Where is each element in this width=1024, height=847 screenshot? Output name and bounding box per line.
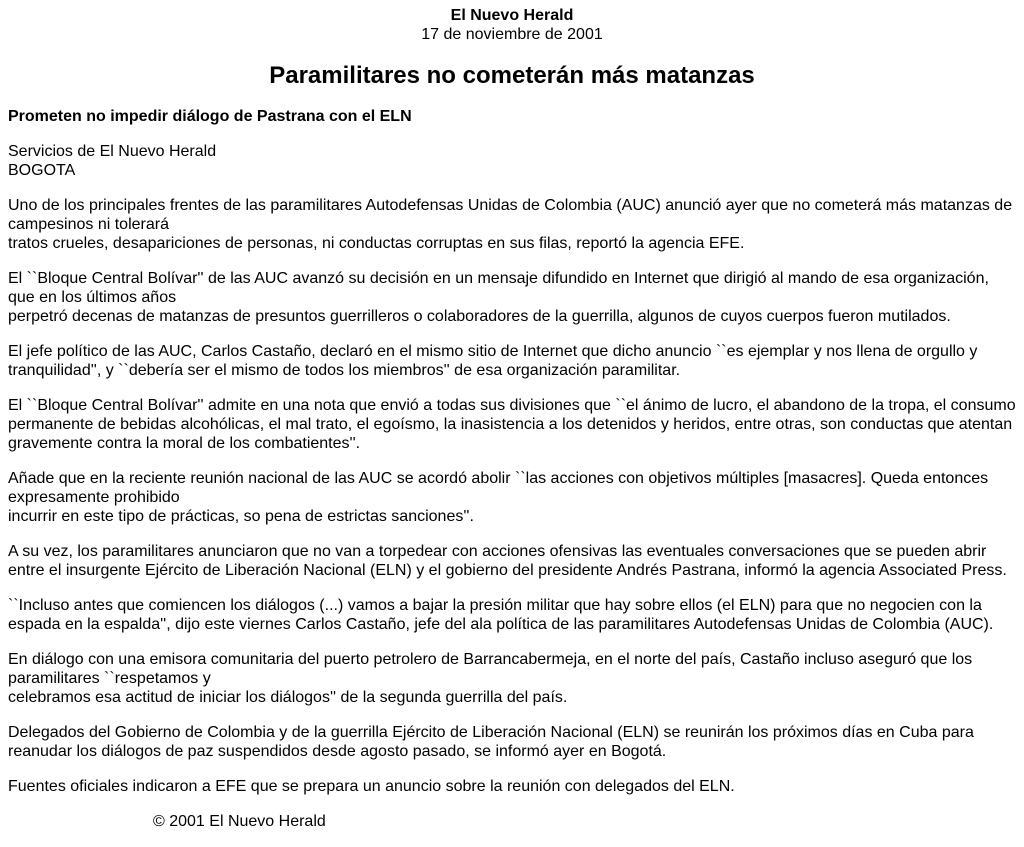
article-paragraph — [8, 342, 1016, 380]
paragraph-line: incurrir en este tipo de prácticas, so pena de estrictas sanciones''. — [8, 508, 474, 525]
paragraph-line: perpetró decenas de matanzas de presuntos guerrilleros o colaboradores de la guerrilla, algunos de cuyos cuerpos fueron mutilados. — [8, 308, 951, 325]
article-body — [8, 196, 1016, 796]
newspaper-name: El Nuevo Herald — [450, 7, 574, 24]
paragraph-line: tratos crueles, desapariciones de personas, ni conductas corruptas en sus filas, reportó la agencia EFE. — [8, 235, 745, 252]
article-headline: Paramilitares no cometerán más matanzas — [269, 62, 755, 89]
article-paragraph — [8, 396, 1016, 453]
publication-date: 17 de noviembre de 2001 — [421, 26, 603, 43]
article-paragraph — [8, 777, 1016, 796]
article-subheadline: Prometen no impedir diálogo de Pastrana con el ELN — [8, 108, 412, 125]
article-paragraph — [8, 196, 1016, 253]
copyright-notice: © 2001 El Nuevo Herald — [153, 813, 326, 830]
paragraph-line: El ``Bloque Central Bolívar'' de las AUC avanzó su decisión en un mensaje difundido en Internet que dirigió al mando de esa organización, que en los últimos años — [8, 270, 989, 306]
byline — [8, 142, 1016, 180]
article-paragraph — [8, 542, 1016, 580]
article-paragraph — [8, 596, 1016, 634]
paragraph-line: Añade que en la reciente reunión nacional de las AUC se acordó abolir ``las acciones con objetivos múltiples [masacres]. Queda entonces expresamente prohibido — [8, 470, 989, 506]
masthead — [8, 6, 1016, 44]
paragraph-line: Fuentes oficiales indicaron a EFE que se prepara un anuncio sobre la reunión con delegados del ELN. — [8, 778, 735, 795]
paragraph-line: En diálogo con una emisora comunitaria del puerto petrolero de Barrancabermeja, en el norte del país, Castaño incluso aseguró que los paramilitares ``respetamos y — [8, 651, 973, 687]
paragraph-line: ``Incluso antes que comiencen los diálogos (...) vamos a bajar la presión militar que hay sobre ellos (el ELN) para que no negocien con la espada en la espalda'', dijo este viernes Carlos Castaño, jefe del ala política de las paramilitares Autodefensas Unidas de Colombia (AUC). — [8, 597, 994, 633]
paragraph-line: celebramos esa actitud de iniciar los diálogos'' de la segunda guerrilla del país. — [8, 689, 568, 706]
paragraph-line: A su vez, los paramilitares anunciaron que no van a torpedear con acciones ofensivas las eventuales conversaciones que se pueden abrir entre el insurgente Ejército de Liberación Nacional (ELN) y el gobierno del presidente Andrés Pastrana, informó la agencia Associated Press. — [8, 543, 1007, 579]
paragraph-line: Delegados del Gobierno de Colombia y de la guerrilla Ejército de Liberación Nacional (ELN) se reunirán los próximos días en Cuba para reanudar los diálogos de paz suspendidos desde agosto pasado, se informó ayer en Bogotá. — [8, 724, 974, 760]
article-paragraph — [8, 269, 1016, 326]
paragraph-line: El jefe político de las AUC, Carlos Castaño, declaró en el mismo sitio de Internet que dicho anuncio ``es ejemplar y nos llena de orgullo y tranquilidad'', y ``debería ser el mismo de todos los miembros'' de esa organización paramilitar. — [8, 343, 978, 379]
article-paragraph — [8, 650, 1016, 707]
byline-source: Servicios de El Nuevo Herald — [8, 143, 217, 160]
paragraph-line: Uno de los principales frentes de las paramilitares Autodefensas Unidas de Colombia (AUC) anunció ayer que no cometerá más matanzas de campesinos ni tolerará — [8, 197, 1013, 233]
article-paragraph — [8, 469, 1016, 526]
byline-location: BOGOTA — [8, 162, 76, 179]
article-paragraph — [8, 723, 1016, 761]
paragraph-line: El ``Bloque Central Bolívar'' admite en una nota que envió a todas sus divisiones que ``el ánimo de lucro, el abandono de la tropa, el consumo permanente de bebidas alcohólicas, el mal trato, el egoísmo, la inasistencia a los detenidos y heridos, entre otras, son conductas que atentan gravemente contra la moral de los combatientes''. — [8, 397, 1016, 452]
